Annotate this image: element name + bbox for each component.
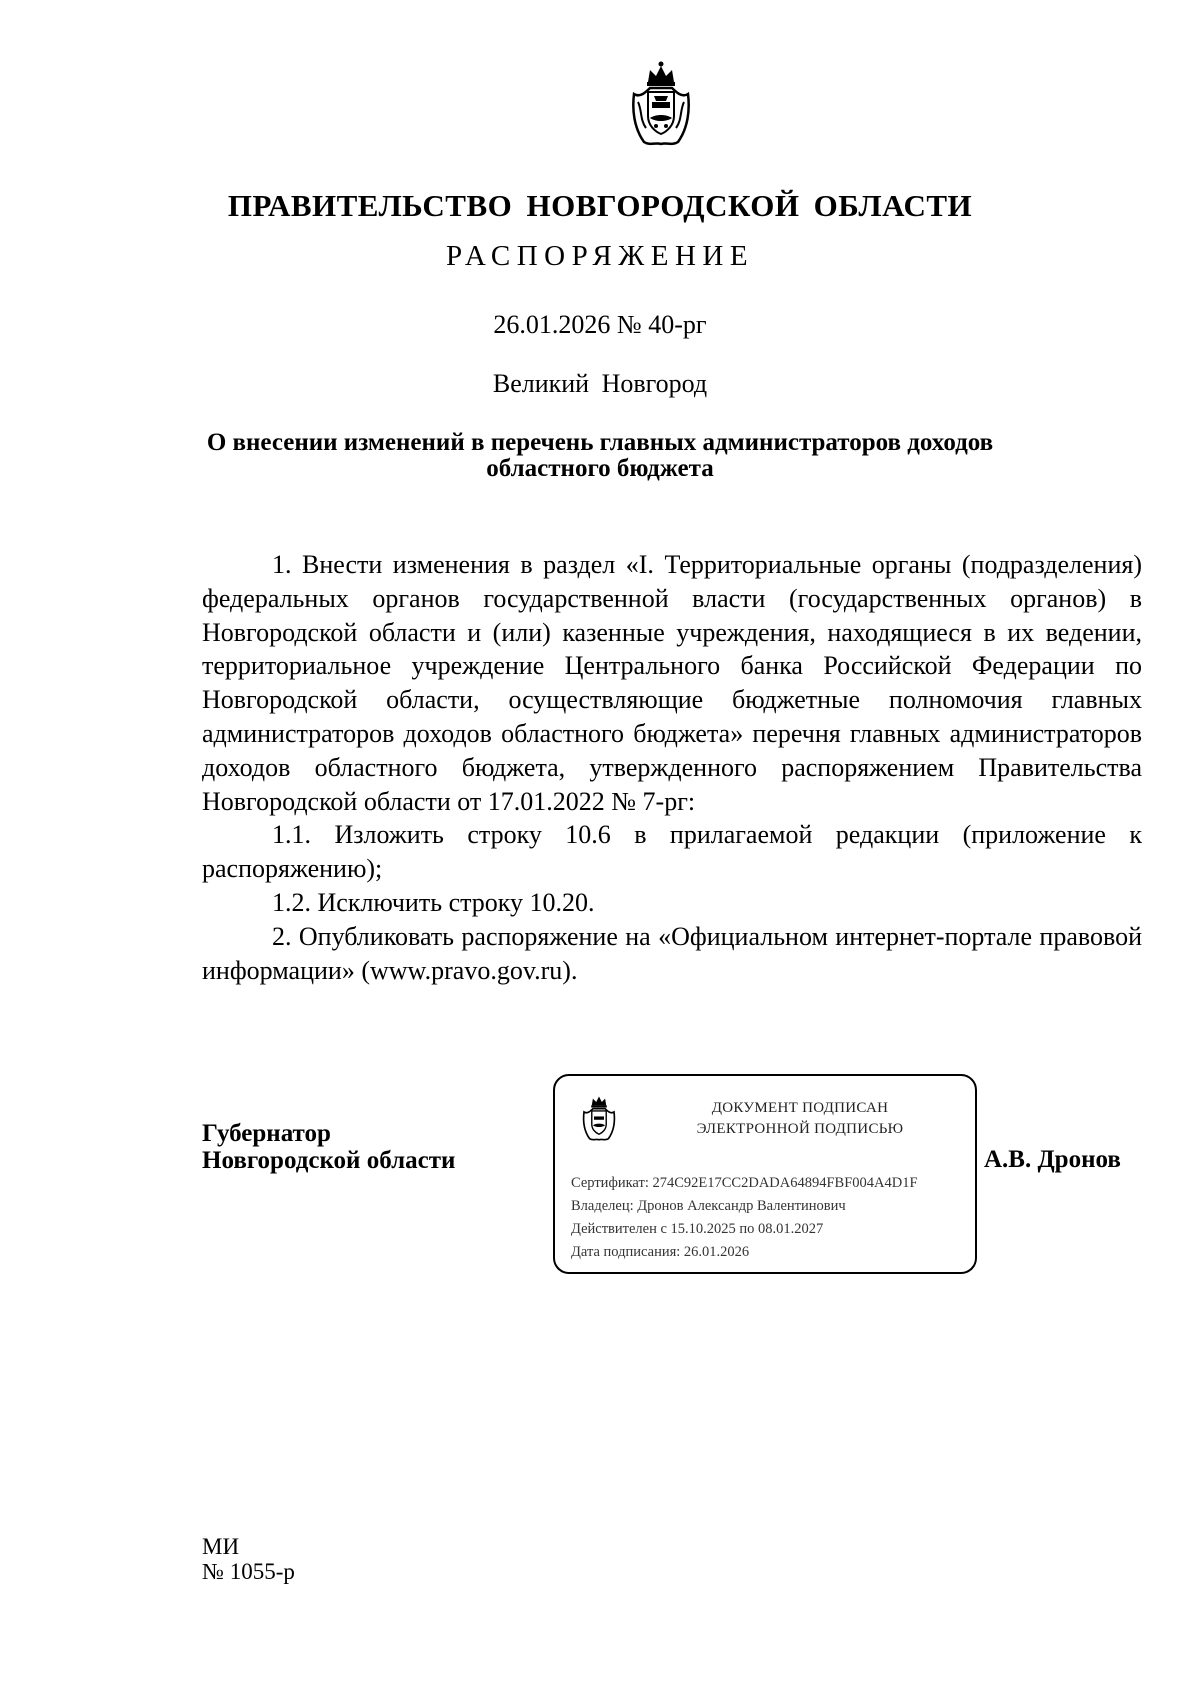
novgorod-coat-of-arms-icon bbox=[577, 1092, 621, 1142]
stamp-details bbox=[571, 1172, 918, 1264]
signer-name: А.В. Дронов bbox=[984, 1146, 1121, 1173]
document-title-line: О внесении изменений в перечень главных администраторов доходов bbox=[206, 429, 994, 456]
body-paragraph: 1.2. Исключить строку 10.20. bbox=[272, 887, 595, 917]
stamp-certificate: Сертификат: 274C92E17CC2DADA64894FBF004A4D1F bbox=[571, 1175, 918, 1191]
stamp-title-line: ЭЛЕКТРОННОЙ ПОДПИСЬЮ bbox=[696, 1121, 904, 1137]
document-type: РАСПОРЯЖЕНИЕ bbox=[445, 240, 755, 272]
stamp-validity: Действителен с 15.10.2025 по 08.01.2027 bbox=[571, 1221, 824, 1237]
signer-position bbox=[202, 1120, 455, 1174]
organization-name: ПРАВИТЕЛЬСТВО НОВГОРОДСКОЙ ОБЛАСТИ bbox=[227, 188, 973, 223]
stamp-signed-date: Дата подписания: 26.01.2026 bbox=[571, 1244, 750, 1260]
body-paragraph: 1.1. Изложить строку 10.6 в прилагаемой редакции (приложение к распоряжению); bbox=[202, 820, 1142, 884]
footer-code bbox=[202, 1534, 295, 1584]
document-body bbox=[202, 548, 1142, 987]
document-title bbox=[0, 430, 1200, 482]
novgorod-coat-of-arms-icon bbox=[628, 58, 694, 148]
document-date-number: 26.01.2026 № 40-рг bbox=[493, 310, 707, 339]
signer-position-line: Новгородской области bbox=[202, 1147, 456, 1174]
body-paragraph: 1. Внести изменения в раздел «I. Территориальные органы (подразделения) федеральных органов государственной власти (государственных органов) в Новгородской области и (или) казенные учреждения, находящиеся в их ведении, территориальное учреждение Центрального банка Российской Федерации по Новгородской области, осуществляющие бюджетные полномочия главных администраторов доходов областного бюджета» перечня главных администраторов доходов областного бюджета, утвержденного распоряжением Правительства Новгородской области от 17.01.2022 № 7-рг: bbox=[202, 550, 1142, 816]
document-title-line: областного бюджета bbox=[486, 455, 714, 482]
body-paragraph: 2. Опубликовать распоряжение на «Официальном интернет-портале правовой информации» (www.pravo.gov.ru). bbox=[202, 921, 1142, 985]
footer-code-line: № 1055-р bbox=[202, 1559, 295, 1584]
document-place: Великий Новгород bbox=[492, 369, 708, 398]
footer-code-line: МИ bbox=[202, 1534, 240, 1559]
stamp-owner: Владелец: Дронов Александр Валентинович bbox=[571, 1198, 846, 1214]
stamp-title-line: ДОКУМЕНТ ПОДПИСАН bbox=[711, 1100, 889, 1116]
signer-position-line: Губернатор bbox=[202, 1120, 331, 1147]
electronic-signature-stamp bbox=[553, 1074, 977, 1274]
stamp-title bbox=[645, 1098, 955, 1140]
